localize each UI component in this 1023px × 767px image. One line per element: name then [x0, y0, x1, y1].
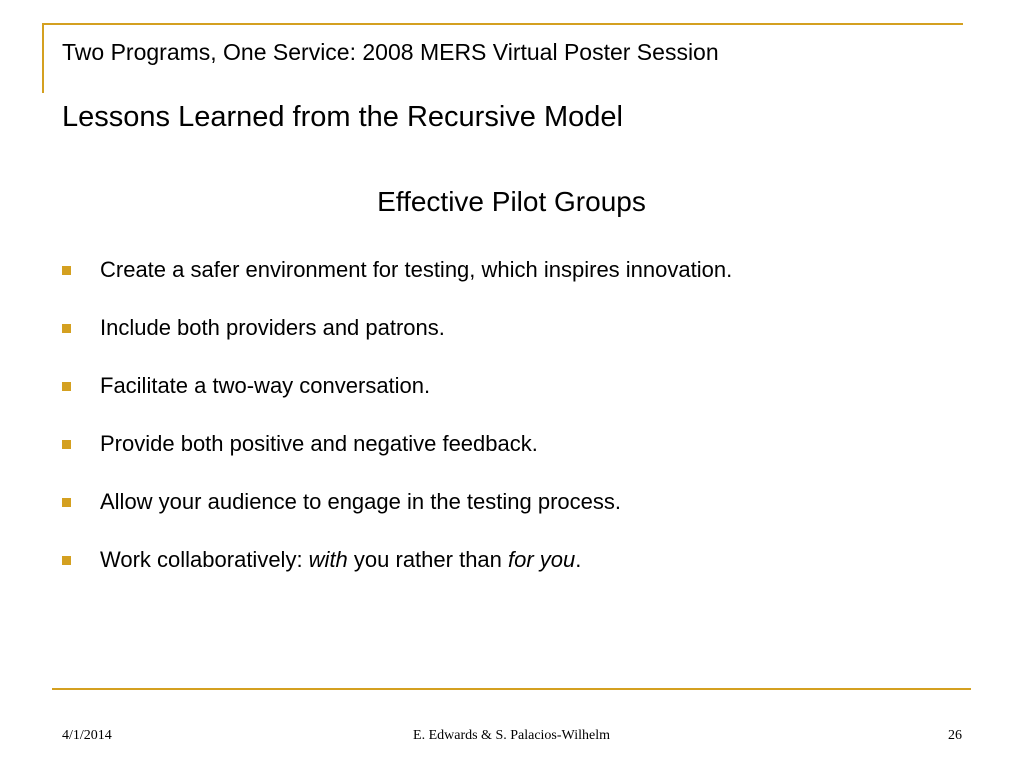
footer-page-number: 26: [948, 728, 962, 743]
bullet-item: [62, 256, 732, 314]
header-rule-left: [42, 23, 44, 93]
bullet-item: [62, 372, 732, 430]
bullet-text: Include both providers and patrons.: [100, 315, 445, 340]
bullet-item: [62, 430, 732, 488]
bullet-text-part: Work collaboratively:: [100, 547, 309, 572]
bullet-list: [62, 256, 732, 604]
header-rule-top: [42, 23, 963, 25]
square-bullet-icon: [62, 324, 71, 333]
bullet-item: [62, 314, 732, 372]
bullet-item: [62, 546, 732, 604]
bullet-text-part: you rather than: [347, 547, 509, 572]
slide-subtitle: Effective Pilot Groups: [377, 186, 646, 217]
slide-title: Lessons Learned from the Recursive Model: [62, 101, 623, 133]
square-bullet-icon: [62, 266, 71, 275]
bullet-item: [62, 488, 732, 546]
square-bullet-icon: [62, 498, 71, 507]
bullet-emphasis: for you: [508, 547, 576, 572]
bullet-text: Allow your audience to engage in the testing process.: [100, 489, 621, 514]
footer-authors: E. Edwards & S. Palacios-Wilhelm: [413, 728, 610, 743]
bullet-text-part: .: [575, 547, 582, 572]
square-bullet-icon: [62, 382, 71, 391]
bullet-text: Provide both positive and negative feedback.: [100, 431, 538, 456]
bullet-text: Facilitate a two-way conversation.: [100, 373, 431, 398]
presentation-header-title: Two Programs, One Service: 2008 MERS Virtual Poster Session: [62, 39, 719, 65]
bullet-emphasis: with: [308, 547, 348, 572]
footer-rule: [52, 688, 971, 690]
square-bullet-icon: [62, 440, 71, 449]
square-bullet-icon: [62, 556, 71, 565]
bullet-text: Create a safer environment for testing, which inspires innovation.: [100, 257, 733, 282]
footer-date: 4/1/2014: [62, 728, 112, 743]
